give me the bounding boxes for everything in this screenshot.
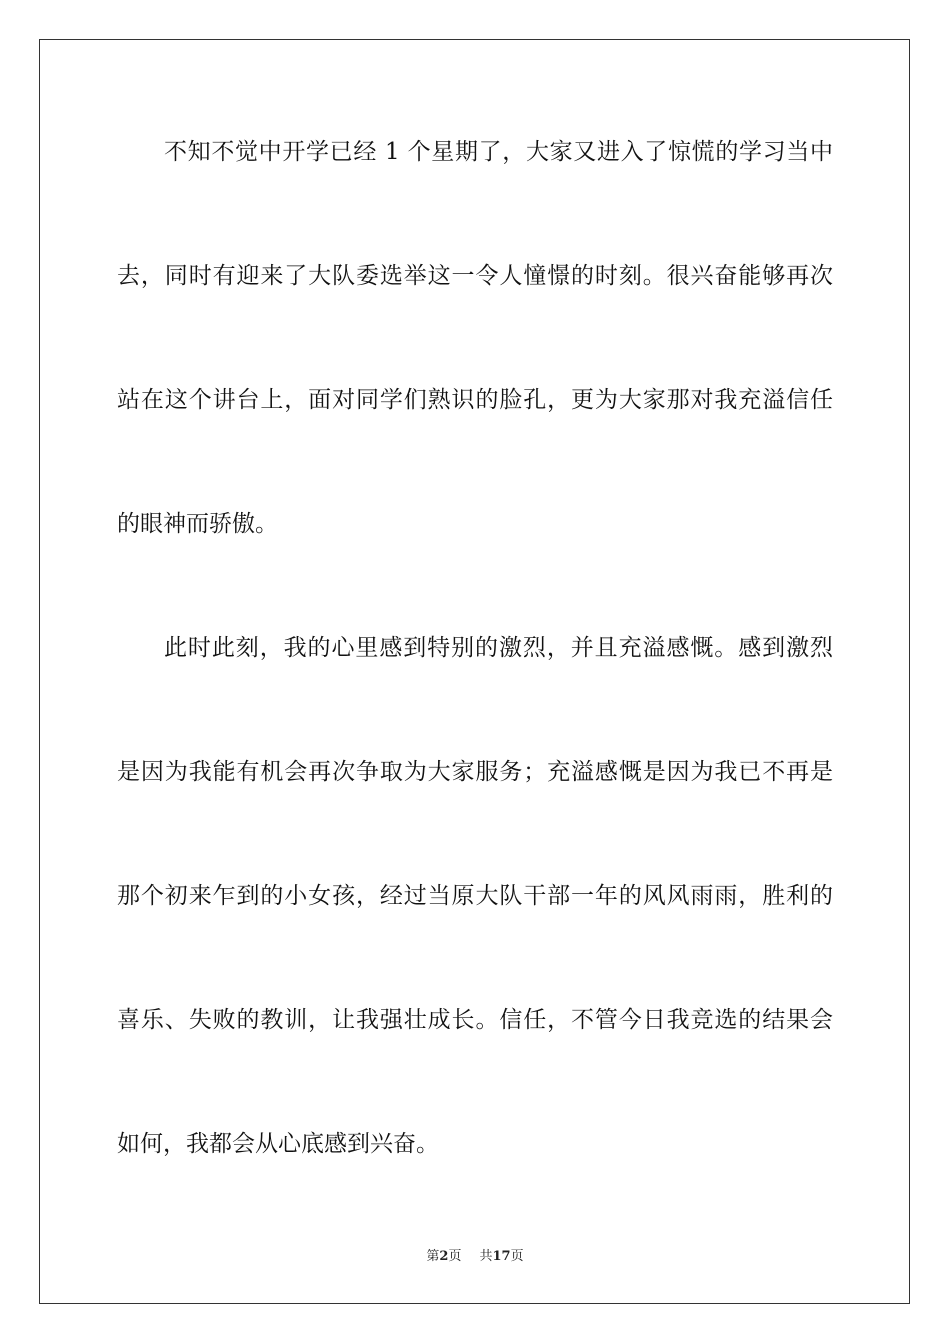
footer-page-prefix: 第	[426, 1249, 440, 1264]
paragraph-2-line-1: 此时此刻，我的心里感到特别的激烈，并且充溢感慨。感到激烈	[164, 635, 833, 661]
footer-total-suffix: 页	[510, 1249, 524, 1264]
paragraph-2-line-2: 是因为我能有机会再次争取为大家服务；充溢感慨是因为我已不再是	[117, 759, 833, 785]
footer-page-number: 2	[439, 1249, 449, 1264]
paragraph-2-line-4: 喜乐、失败的教训，让我强壮成长。信任，不管今日我竞选的结果会	[117, 1007, 833, 1033]
paragraph-2-line-5: 如何，我都会从心底感到兴奋。	[117, 1131, 439, 1157]
footer-page-suffix: 页	[448, 1249, 462, 1264]
page-footer	[0, 1248, 950, 1266]
page-border	[39, 39, 910, 1304]
paragraph-1-line-1: 不知不觉中开学已经 1 个星期了，大家又进入了惊慌的学习当中	[164, 139, 833, 165]
footer-total-pages: 17	[492, 1249, 511, 1264]
paragraph-1-line-3: 站在这个讲台上，面对同学们熟识的脸孔，更为大家那对我充溢信任	[117, 387, 833, 413]
paragraph-2-line-3: 那个初来乍到的小女孩，经过当原大队干部一年的风风雨雨，胜利的	[117, 883, 833, 909]
paragraph-1-line-2: 去，同时有迎来了大队委选举这一令人憧憬的时刻。很兴奋能够再次	[117, 263, 833, 289]
paragraph-1-line-4: 的眼神而骄傲。	[117, 511, 278, 537]
footer-total-prefix: 共	[479, 1249, 493, 1264]
